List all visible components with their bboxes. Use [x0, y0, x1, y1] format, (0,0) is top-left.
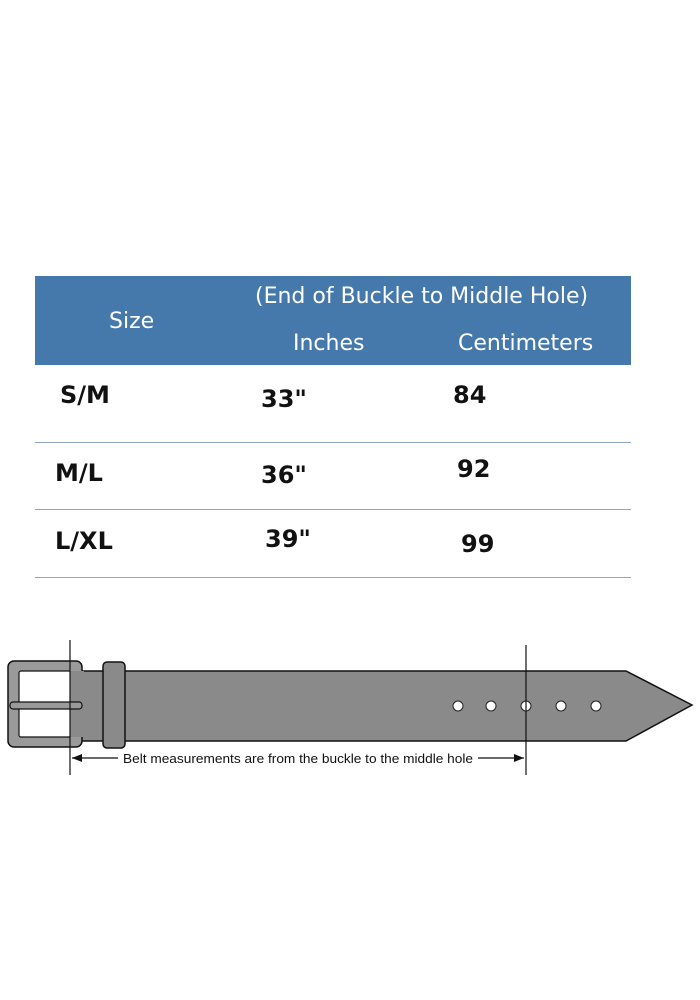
row-size: L/XL	[55, 527, 113, 555]
table-row	[35, 365, 631, 443]
size-chart-table	[35, 276, 631, 578]
header-inches: Inches	[293, 331, 365, 356]
row-size: S/M	[60, 381, 110, 409]
row-centimeters: 92	[457, 455, 491, 483]
belt-hole	[453, 701, 463, 711]
belt-hole	[556, 701, 566, 711]
buckle-prong	[10, 702, 82, 709]
belt-keeper	[103, 662, 125, 748]
header-measurement-range: (End of Buckle to Middle Hole)	[255, 284, 589, 309]
belt-hole	[486, 701, 496, 711]
row-divider	[35, 577, 631, 578]
table-header	[35, 276, 631, 365]
row-inches: 39"	[265, 525, 311, 553]
row-inches: 33"	[261, 385, 307, 413]
row-inches: 36"	[261, 461, 307, 489]
table-row	[35, 510, 631, 578]
belt-diagram	[0, 600, 700, 800]
row-centimeters: 99	[461, 530, 495, 558]
belt-hole	[591, 701, 601, 711]
row-size: M/L	[55, 459, 103, 487]
header-size: Size	[109, 309, 155, 334]
table-row	[35, 443, 631, 510]
measure-caption: Belt measurements are from the buckle to the middle hole	[123, 751, 473, 766]
header-centimeters: Centimeters	[458, 331, 594, 356]
row-centimeters: 84	[453, 381, 487, 409]
